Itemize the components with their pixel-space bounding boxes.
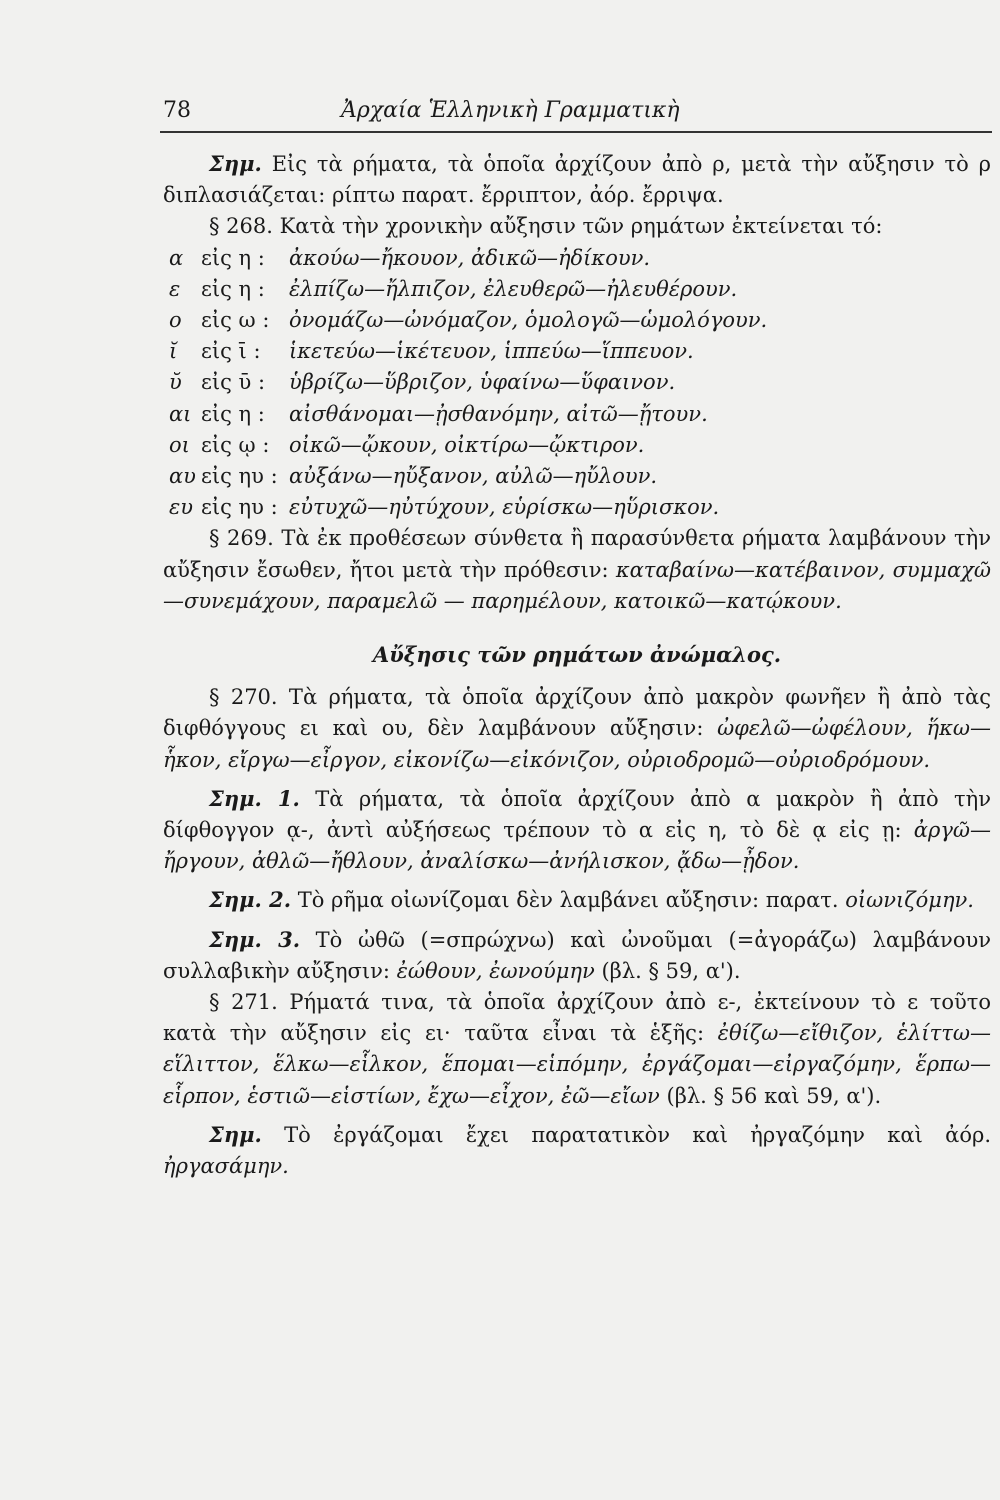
page-body <box>163 148 991 1182</box>
augment-row <box>163 305 991 336</box>
augment-row <box>163 336 991 367</box>
note-1 <box>163 783 991 878</box>
augment-to: εἰς ῡ : <box>201 370 266 395</box>
note-text: Εἰς τὰ ρήματα, τὰ ὁποῖα ἀρχίζουν ἀπὸ ρ, μετὰ τὴν αὔξησιν τὸ ρ διπλασιάζεται: ρίπτω παρατ. ἔρριπτον, ἀόρ. ἔρριψα. <box>163 152 991 208</box>
note-label: Σημ. 3. <box>209 926 301 952</box>
note-text: Τὸ ἐργάζομαι ἔχει παρατατικὸν καὶ ἠργαζόμην καὶ ἀόρ. <box>284 1122 991 1147</box>
page-number: 78 <box>163 98 191 123</box>
augment-examples: ἀκούω—ἤκουον, ἀδικῶ—ἠδίκουν. <box>289 245 651 270</box>
note-reference: (βλ. § 59, α'). <box>601 958 741 983</box>
augment-from: οι <box>169 432 190 457</box>
note-text: Τὸ ρῆμα οἰωνίζομαι δὲν λαμβάνει αὔξησιν: παρατ. <box>297 888 839 913</box>
augment-examples: εὐτυχῶ—ηὐτύχουν, εὑρίσκω—ηὕρισκον. <box>289 495 720 520</box>
augment-row <box>163 430 991 461</box>
augment-examples: ἱκετεύω—ἱκέτευον, ἱππεύω—ἵππευον. <box>289 339 694 364</box>
section-text: § 269. Τὰ ἐκ προθέσεων σύνθετα ἢ παρασύνθετα ρήματα λαμβάνουν τὴν αὔξησιν ἔσωθεν, ἤτοι μετὰ τὴν πρόθεσιν: <box>163 526 991 582</box>
augment-to: εἰς ηυ : <box>201 495 278 520</box>
section-examples: καταβαίνω—κατέβαινον, συμμαχῶ—συνεμάχουν, παραμελῶ — παρημέλουν, κατοικῶ—κατῴκουν. <box>163 557 991 613</box>
augment-to: εἰς ῳ : <box>201 432 270 457</box>
augment-row <box>163 367 991 398</box>
augment-to: εἰς ηυ : <box>201 463 278 488</box>
section-reference: (βλ. § 56 καὶ 59, α'). <box>666 1083 882 1108</box>
augment-from: ε <box>169 276 181 301</box>
augment-row <box>163 399 991 430</box>
note-3 <box>163 924 991 987</box>
section-271 <box>163 987 991 1112</box>
augment-examples: ὑβρίζω—ὕβριζον, ὑφαίνω—ὕφαινον. <box>289 370 676 395</box>
note-label: Σημ. 1. <box>209 785 300 811</box>
augment-row <box>163 274 991 305</box>
note-example: ἠργασάμην. <box>163 1153 289 1178</box>
section-examples: ἐθίζω—εἴθιζον, ἑλίττω—εἵλιττον, ἕλκω—εἷλκον, ἕπομαι—εἱπόμην, ἐργάζομαι—εἰργαζόμην, ἕρπω—εἷρπον, ἑστιῶ—εἱστίων, ἔχω—εἶχον, ἐῶ—εἴων <box>163 1021 991 1108</box>
augment-from: ῠ <box>169 370 182 395</box>
augment-to: εἰς η : <box>201 245 265 270</box>
augment-from: ῐ <box>169 339 178 364</box>
section-268-intro: § 268. Κατὰ τὴν χρονικὴν αὔξησιν τῶν ρημάτων ἐκτείνεται τό: <box>209 214 883 239</box>
note-label: Σημ. <box>209 1121 262 1147</box>
augment-to: εἰς η : <box>201 276 265 301</box>
header-rule <box>160 131 992 133</box>
note-text: Τὸ ὠθῶ (=σπρώχνω) καὶ ὠνοῦμαι (=ἀγοράζω) λαμβάνουν συλλαβικὴν αὔξησιν: <box>163 927 991 983</box>
running-title: Ἀρχαία Ἑλληνικὴ Γραμματικὴ <box>341 98 680 123</box>
note-rho <box>163 148 991 211</box>
section-heading: Αὔξησις τῶν ρημάτων ἀνώμαλος. <box>372 641 782 667</box>
augment-from: α <box>169 245 184 270</box>
section-examples: ὠφελῶ—ὠφέλουν, ἥκω—ἧκον, εἴργω—εἶργον, εἰκονίζω—εἰκόνιζον, οὐριοδρομῶ—οὐριοδρόμουν. <box>163 716 991 772</box>
note-examples: ἀργῶ—ἤργουν, ἀθλῶ—ἤθλουν, ἀναλίσκω—ἀνήλισκον, ᾄδω—ᾖδον. <box>163 817 991 874</box>
note-text: Τὰ ρήματα, τὰ ὁποῖα ἀρχίζουν ἀπὸ α μακρὸν ἢ ἀπὸ τὴν δίφθογγον ᾳ-, ἀντὶ αὐξήσεως τρέπουν τὸ α εἰς η, τὸ δὲ ᾳ εἰς ῃ: <box>163 786 991 842</box>
note-final <box>163 1119 991 1182</box>
section-269 <box>163 523 991 617</box>
augment-examples: ὀνομάζω—ὠνόμαζον, ὁμολογῶ—ὡμολόγουν. <box>289 307 768 332</box>
augment-to: εἰς ῑ : <box>201 339 261 364</box>
note-label: Σημ. <box>209 151 262 176</box>
augment-row <box>163 461 991 492</box>
note-label: Σημ. 2. <box>209 887 292 913</box>
note-example: οἰωνιζόμην. <box>845 888 974 913</box>
augment-to: εἰς ω : <box>201 307 270 332</box>
augment-from: ευ <box>169 495 194 520</box>
augment-examples: οἰκῶ—ᾤκουν, οἰκτίρω—ᾤκτιρον. <box>289 432 645 457</box>
augment-from: αι <box>169 401 192 426</box>
augment-from: αυ <box>169 463 196 488</box>
section-270 <box>163 682 991 776</box>
section-text: § 271. Ρήματά τινα, τὰ ὁποῖα ἀρχίζουν ἀπὸ ε-, ἐκτείνουν τὸ ε τοῦτο κατὰ τὴν αὔξησιν εἰς ει· ταῦτα εἶναι τὰ ἑξῆς: <box>163 989 991 1046</box>
augment-to: εἰς η : <box>201 401 265 426</box>
note-2 <box>163 884 991 916</box>
page-header <box>163 98 983 132</box>
augment-table <box>163 243 991 524</box>
augment-from: ο <box>169 307 182 332</box>
augment-examples: αἰσθάνομαι—ᾐσθανόμην, αἰτῶ—ᾔτουν. <box>289 401 708 426</box>
augment-row <box>163 492 991 523</box>
section-text: § 270. Τὰ ρήματα, τὰ ὁποῖα ἀρχίζουν ἀπὸ μακρὸν φωνῆεν ἢ ἀπὸ τὰς διφθόγγους ει καὶ ου, δὲν λαμβάνουν αὔξησιν: <box>163 685 991 741</box>
note-examples: ἐώθουν, ἐωνούμην <box>396 958 595 983</box>
augment-examples: ἐλπίζω—ἤλπιζον, ἐλευθερῶ—ἠλευθέρουν. <box>289 276 738 301</box>
augment-examples: αὐξάνω—ηὔξανον, αὐλῶ—ηὔλουν. <box>289 463 658 488</box>
augment-row <box>163 243 991 274</box>
